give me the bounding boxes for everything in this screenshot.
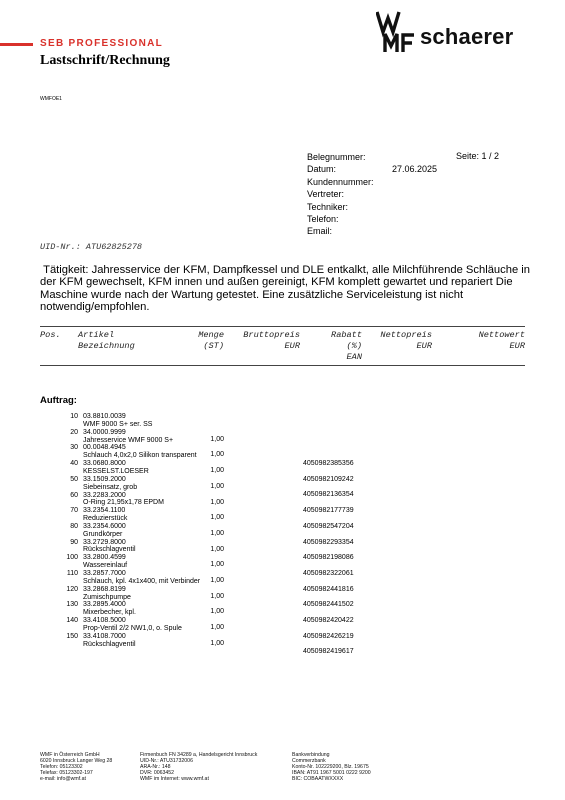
footer-line: 6020 Innsbruck Langer Weg 28 [40,758,113,765]
item-qty: 1,00 [210,467,224,475]
item-qty: 1,00 [210,577,224,585]
item-ean: 4050982198086 [303,554,354,562]
col-bezeichnung: Bezeichnung [78,341,135,351]
item-qty: 1,00 [210,624,224,632]
item-pos: 150 [66,632,78,640]
kunde-label: Kundennummer: [307,176,374,187]
item-article: 33.2868.8199 [83,585,126,593]
footer-bank [292,752,371,782]
item-pos: 30 [70,444,78,452]
item-name: Siebeinsatz, grob [83,483,138,491]
item-name: Zumischpumpe [83,593,131,601]
datum-label: Datum: [307,164,337,175]
company-logo [376,10,536,54]
col-menge: Menge [198,330,224,340]
item-ean: 4050982426219 [303,632,354,640]
item-ean: 4050982136354 [303,491,354,499]
item-name: WMF 9000 S+ ser. SS [83,420,153,428]
footer-line: Konto-Nr. 102229200, Blz. 19675 [292,764,369,771]
beleg-label: Belegnummer: [307,152,366,162]
schaerer-brand: schaerer [420,24,514,49]
page-number: Seite: 1 / 2 [456,151,500,161]
item-ean: 4050982420422 [303,617,354,624]
col-menge-unit: (ST) [203,341,224,351]
item-qty: 1,00 [210,608,224,616]
col-nettowert: Nettowert [478,330,525,340]
item-article: 34.0000.9999 [83,428,126,436]
col-bruttopreis-unit: EUR [284,341,300,351]
item-name: Reduzierstück [83,515,128,522]
document-meta [307,151,438,238]
col-bruttopreis: Bruttopreis [243,330,300,340]
item-article: 33.2895.4000 [83,601,126,609]
item-ean: 4050982109242 [303,475,354,483]
item-article: 00.0048.4945 [83,444,126,452]
item-qty: 1,00 [210,451,224,459]
item-name: Schlauch 4,0x2,0 Silikon transparent [83,452,197,460]
item-ean: 4050982441816 [303,585,354,593]
item-article: 33.0680.8000 [83,460,126,468]
item-article: 33.2354.6000 [83,522,126,530]
item-ean: 4050982177739 [303,507,354,515]
document-title: Lastschrift/Rechnung [40,53,170,68]
email-label: Email: [307,226,333,237]
footer-line: IBAN: AT91 1967 5001 0222 9200 [292,770,371,777]
telefon-label: Telefon: [307,213,339,224]
item-qty: 1,00 [210,561,224,569]
footer-line: BIC: COBAATWXXXX [292,776,344,783]
footer-line: Commerzbank [292,758,326,765]
footer-line: e-mail: info@wmf.at [40,776,86,783]
item-pos: 130 [66,601,78,609]
col-rabatt-unit: (%) [346,341,362,351]
col-nettowert-unit: EUR [509,341,525,351]
item-article: 33.1509.2000 [83,475,126,483]
footer-line: UID-Nr.: ATU31732006 [140,758,193,765]
item-name: O-Ring 21,95x1,78 EPDM [83,499,164,507]
item-ean: 4050982547204 [303,522,354,530]
footer-line: WMF im Internet: www.wmf.at [140,776,209,783]
work-description: Tätigkeit: Jahresservice der KFM, Dampfkessel und DLE entkalkt, alle Milchführende Schläuche in der KFM gewechselt, KFM innen und außen gereinigt, KFM komplett gewartet und repariert Die Maschine wurde nach der Wartung getestet. Eine zusätzliche Serviceleistung ist nicht notwendig/empfohlen. [40,264,534,313]
item-qty: 1,00 [210,498,224,506]
item-ean: 4050982322061 [303,569,354,577]
uid-number: UID-Nr.: ATU62825278 [40,242,143,252]
item-name: Rückschlagventil [83,640,136,648]
seb-professional-label: SEB PROFESSIONAL [40,38,164,49]
footer-line: Bankverbindung [292,752,330,758]
col-nettopreis: Nettopreis [380,330,432,340]
item-article: 33.4108.5000 [83,617,126,625]
item-pos: 70 [70,507,78,515]
document-code: WMFOE1 [40,96,62,102]
col-ean: EAN [346,352,362,362]
item-pos: 100 [66,554,78,562]
item-qty: 1,00 [210,639,224,647]
table-header-rule [40,365,525,366]
item-pos: 120 [66,585,78,593]
item-pos: 20 [70,428,78,436]
col-artikel: Artikel [78,330,115,340]
item-qty: 1,00 [210,482,224,490]
footer-line: Telefax: 05123302-197 [40,770,93,777]
item-qty: 1,00 [210,592,224,600]
footer-registry [140,752,257,782]
footer-line: Telefon: 05123302 [40,764,83,771]
item-article: 33.4108.7000 [83,632,126,640]
col-nettopreis-unit: EUR [416,341,432,351]
section-heading: Auftrag: [40,395,77,406]
item-article: 03.8810.0039 [83,413,126,420]
item-article: 33.2354.1100 [83,507,126,515]
footer-line: Firmenbuch FN 34289 a, Handelsgericht Innsbruck [140,752,258,758]
item-pos: 50 [70,475,78,483]
item-article: 33.2857.7000 [83,570,126,577]
techniker-label: Techniker: [307,201,349,212]
item-ean: 4050982419617 [303,648,354,656]
item-ean: 4050982293354 [303,538,354,546]
item-pos: 140 [66,617,78,625]
item-pos: 60 [70,491,78,499]
item-pos: 40 [70,460,78,468]
item-article: 33.2283.2000 [83,491,126,499]
item-name: KESSELST.LOESER [83,467,149,475]
brand-accent-bar [0,43,33,46]
item-name: Jahresservice WMF 9000 S+ [83,436,174,444]
item-qty: 1,00 [210,514,224,522]
item-pos: 90 [70,538,78,546]
item-name: Schlauch, kpl. 4x1x400, mit Verbinder [83,577,201,585]
item-ean: 4050982385356 [303,460,354,467]
footer-line: ARA-Nr.: 148 [140,764,171,771]
footer-line: DVR: 0063452 [140,770,175,777]
item-name: Grundkörper [83,530,123,538]
item-pos: 110 [66,570,78,577]
footer-company [40,752,112,782]
col-rabatt: Rabatt [331,330,362,340]
item-name: Mixerbecher, kpl. [83,609,136,617]
item-article: 33.2800.4599 [83,554,126,562]
table-top-rule [40,326,525,327]
item-qty: 1,00 [210,545,224,553]
item-name: Rückschlagventil [83,546,136,554]
item-ean: 4050982441502 [303,601,354,609]
footer-line: WMF in Österreich GmbH [40,752,100,758]
vertreter-label: Vertreter: [307,189,345,200]
item-name: Prop-Ventil 2/2 NW1,0, o. Spule [83,624,182,632]
wmf-logo-icon [376,10,418,54]
col-pos: Pos. [40,330,61,340]
item-qty: 1,00 [210,435,224,443]
item-pos: 10 [70,413,78,420]
item-pos: 80 [70,522,78,530]
item-article: 33.2729.8000 [83,538,126,546]
item-qty: 1,00 [210,529,224,537]
item-name: Wassereinlauf [83,562,128,570]
datum-value: 27.06.2025 [392,164,438,175]
